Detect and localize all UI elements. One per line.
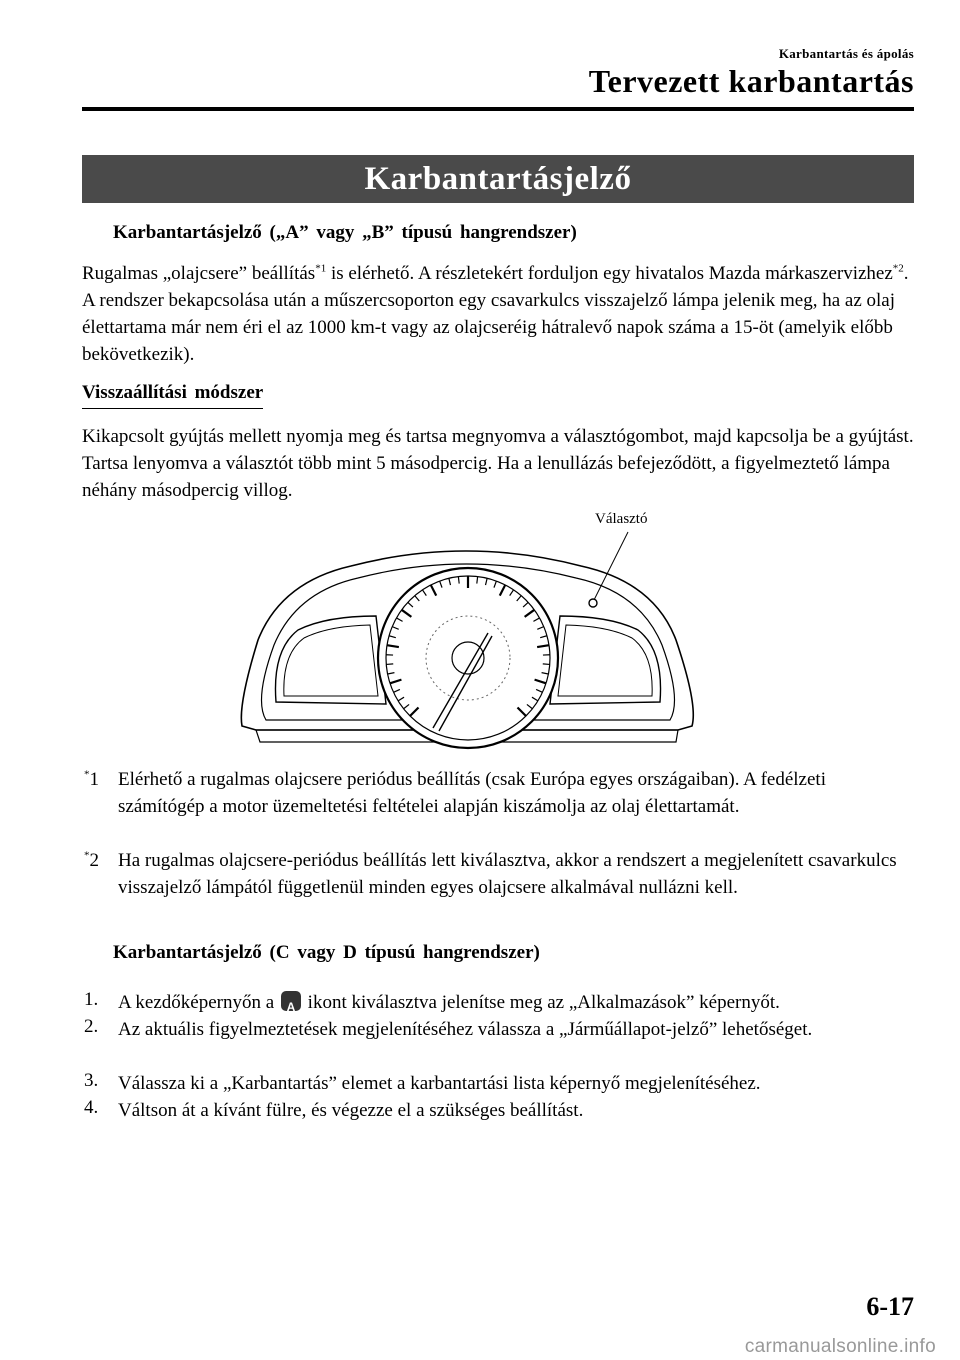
- footnote-1-text: Elérhető a rugalmas olajcsere periódus beállítás (csak Európa egyes országaiban). A fedélzeti számítógép a motor üzemeltetési feltételei alapján kiszámolja az olaj élettartamát.: [118, 769, 826, 817]
- chapter-title: Tervezett karbantartás: [588, 63, 914, 99]
- apps-icon: [281, 991, 301, 1014]
- speedometer-tick: [543, 664, 550, 665]
- intro-text-2: is elérhető. A részletekért forduljon egy hivatalos Mazda márkaszervizhez: [326, 263, 893, 284]
- step-1-number: 1.: [84, 989, 99, 1010]
- intro-text-3: . A rendszer bekapcsolása után a műszercsoporton egy csavarkulcs visszajelző lámpa jelenik meg, ha az olaj élettartama már nem éri el az 1000 km-t vagy az olajcseréig hátralevő napok száma a 15-öt (amelyik előbb bekövetkezik).: [82, 263, 909, 365]
- step-3-number: 3.: [84, 1070, 99, 1091]
- reset-method-heading: Visszaállítási módszer: [82, 382, 263, 409]
- speedometer-tick: [386, 664, 393, 665]
- step-2-text: Az aktuális figyelmeztetések megjelenítéséhez válassza a „Járműállapot-jelző” lehetőséget.: [118, 1019, 813, 1040]
- apps-icon-letter: A: [286, 1000, 296, 1014]
- instrument-cluster-illustration: [236, 530, 701, 750]
- speedometer-tick: [477, 577, 478, 584]
- intro-paragraph: [82, 260, 922, 368]
- footnote-1-number: 1: [89, 769, 99, 790]
- footnote-2-number: 2: [89, 850, 99, 871]
- footnote-ref-2: *2: [892, 262, 904, 275]
- right-display-inner: [558, 625, 652, 696]
- subsection-heading-a: Karbantartásjelző („A” vagy „B” típusú hangrendszer): [113, 222, 577, 243]
- left-display-inner: [284, 625, 378, 696]
- header-divider: [82, 107, 914, 111]
- step-3-text: Válassza ki a „Karbantartás” elemet a karbantartási lista képernyő megjelenítéséhez.: [118, 1073, 761, 1094]
- subsection-heading-b: Karbantartásjelző (C vagy D típusú hangrendszer): [113, 942, 540, 963]
- speedometer-bezel: [378, 568, 558, 748]
- selector-callout-label: Választó: [595, 511, 648, 527]
- page-number: 6-17: [866, 1292, 914, 1321]
- step-1-text-post: ikont kiválasztva jelenítse meg az „Alkalmazások” képernyőt.: [302, 992, 780, 1013]
- watermark: carmanualsonline.info: [744, 1336, 936, 1357]
- step-4-text: Váltson át a kívánt fülre, és végezze el a szükséges beállítást.: [118, 1100, 584, 1121]
- intro-text-1: Rugalmas „olajcsere” beállítás: [82, 263, 316, 284]
- step-1-text: [118, 989, 918, 1016]
- footnote-2-text: Ha rugalmas olajcsere-periódus beállítás lett kiválasztva, akkor a rendszert a megjelenített csavarkulcs visszajelző lámpától függetlenül minden egyes olajcsere alkalmával nullázni kell.: [118, 850, 897, 898]
- footnote-marker-1: *1: [84, 768, 99, 790]
- step-2-number: 2.: [84, 1016, 99, 1037]
- step-4-number: 4.: [84, 1097, 99, 1118]
- footnote-ref-1: *1: [315, 262, 327, 275]
- selector-button: [589, 599, 597, 607]
- step-1-text-pre: A kezdőképernyőn a: [118, 992, 279, 1013]
- speedometer-tick: [458, 577, 459, 584]
- reset-method-text: Kikapcsolt gyújtás mellett nyomja meg és tartsa megnyomva a választógombot, majd kapcsolja be a gyújtást. Tartsa lenyomva a választót több mint 5 másodpercig. Ha a lenullázás befejeződött, a figyelmeztető lámpa néhány másodpercig villog.: [82, 426, 914, 501]
- footnote-marker-2: *2: [84, 849, 99, 871]
- section-header: Karbantartás és ápolás: [778, 46, 914, 61]
- section-banner: Karbantartásjelző: [82, 155, 914, 203]
